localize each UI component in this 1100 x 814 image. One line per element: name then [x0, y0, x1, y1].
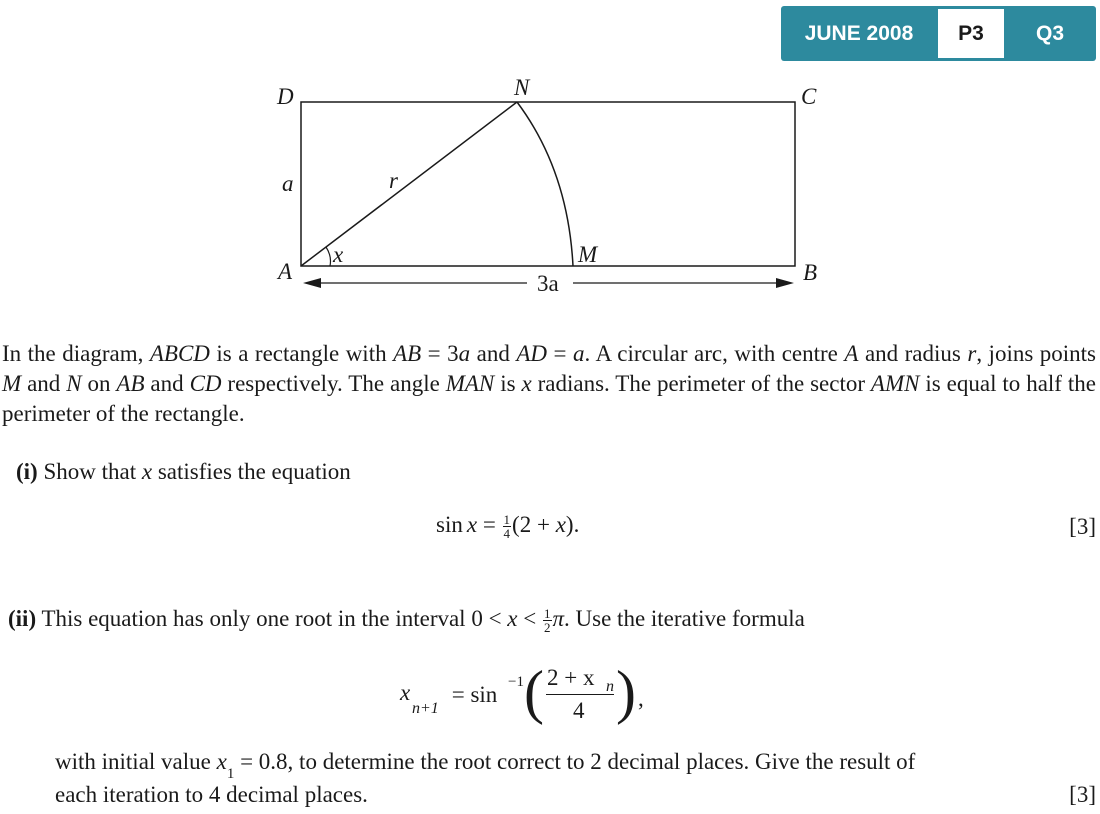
part-ii-instruction-1: with initial value $x_1 = 0.8$, to determine the root correct to 2 decimal places. Give the result of — [55, 749, 916, 782]
angle-arc-x — [326, 247, 331, 266]
part-i-equation: sin x = $\frac{1}{4}$ (2 + x). — [436, 512, 580, 542]
rectangle-abcd — [301, 102, 795, 266]
label-3a: 3a — [537, 271, 559, 296]
part-ii-prompt: (ii) This equation has only one root in the interval 0 < x < $\frac{1}{2}$ π. Use the iterative formula — [8, 606, 805, 636]
iterative-formula: x n+1 = sin −1 ( 2 + x n 4 ) , — [400, 659, 644, 725]
arc-mn — [517, 102, 573, 266]
label-n: N — [514, 75, 530, 100]
label-a-side: a — [282, 171, 294, 196]
part-i-marks: [3] — [1069, 514, 1096, 539]
part-i-prompt: (i) Show that x satisfies the equation — [16, 459, 351, 484]
label-x: x — [333, 242, 344, 267]
label-a: A — [278, 259, 293, 284]
rectangle-sector-diagram — [0, 0, 1100, 330]
badge-paper: P3 — [938, 9, 1004, 58]
label-r: r — [389, 168, 398, 193]
part-ii-marks: [3] — [1069, 782, 1096, 807]
part-ii-instruction-2: each iteration to 4 decimal places. — [55, 782, 368, 807]
label-b: B — [803, 260, 818, 285]
label-d: D — [277, 84, 294, 109]
badge-date: JUNE 2008 — [804, 22, 914, 45]
label-c: C — [801, 84, 817, 109]
question-stem: In the diagram, ABCD is a rectangle with AB = 3a and AD = a. A circular arc, with centre A and radius r, joins points M and N on AB and CD respectively. The angle MAN is x radians. The perimeter of the sector AMN is equal to half the perimeter of the rectangle. — [2, 341, 1097, 426]
badge-question: Q3 — [1035, 22, 1064, 45]
arrowhead-left — [303, 278, 321, 288]
label-m: M — [578, 242, 598, 267]
arrowhead-right — [776, 278, 794, 288]
